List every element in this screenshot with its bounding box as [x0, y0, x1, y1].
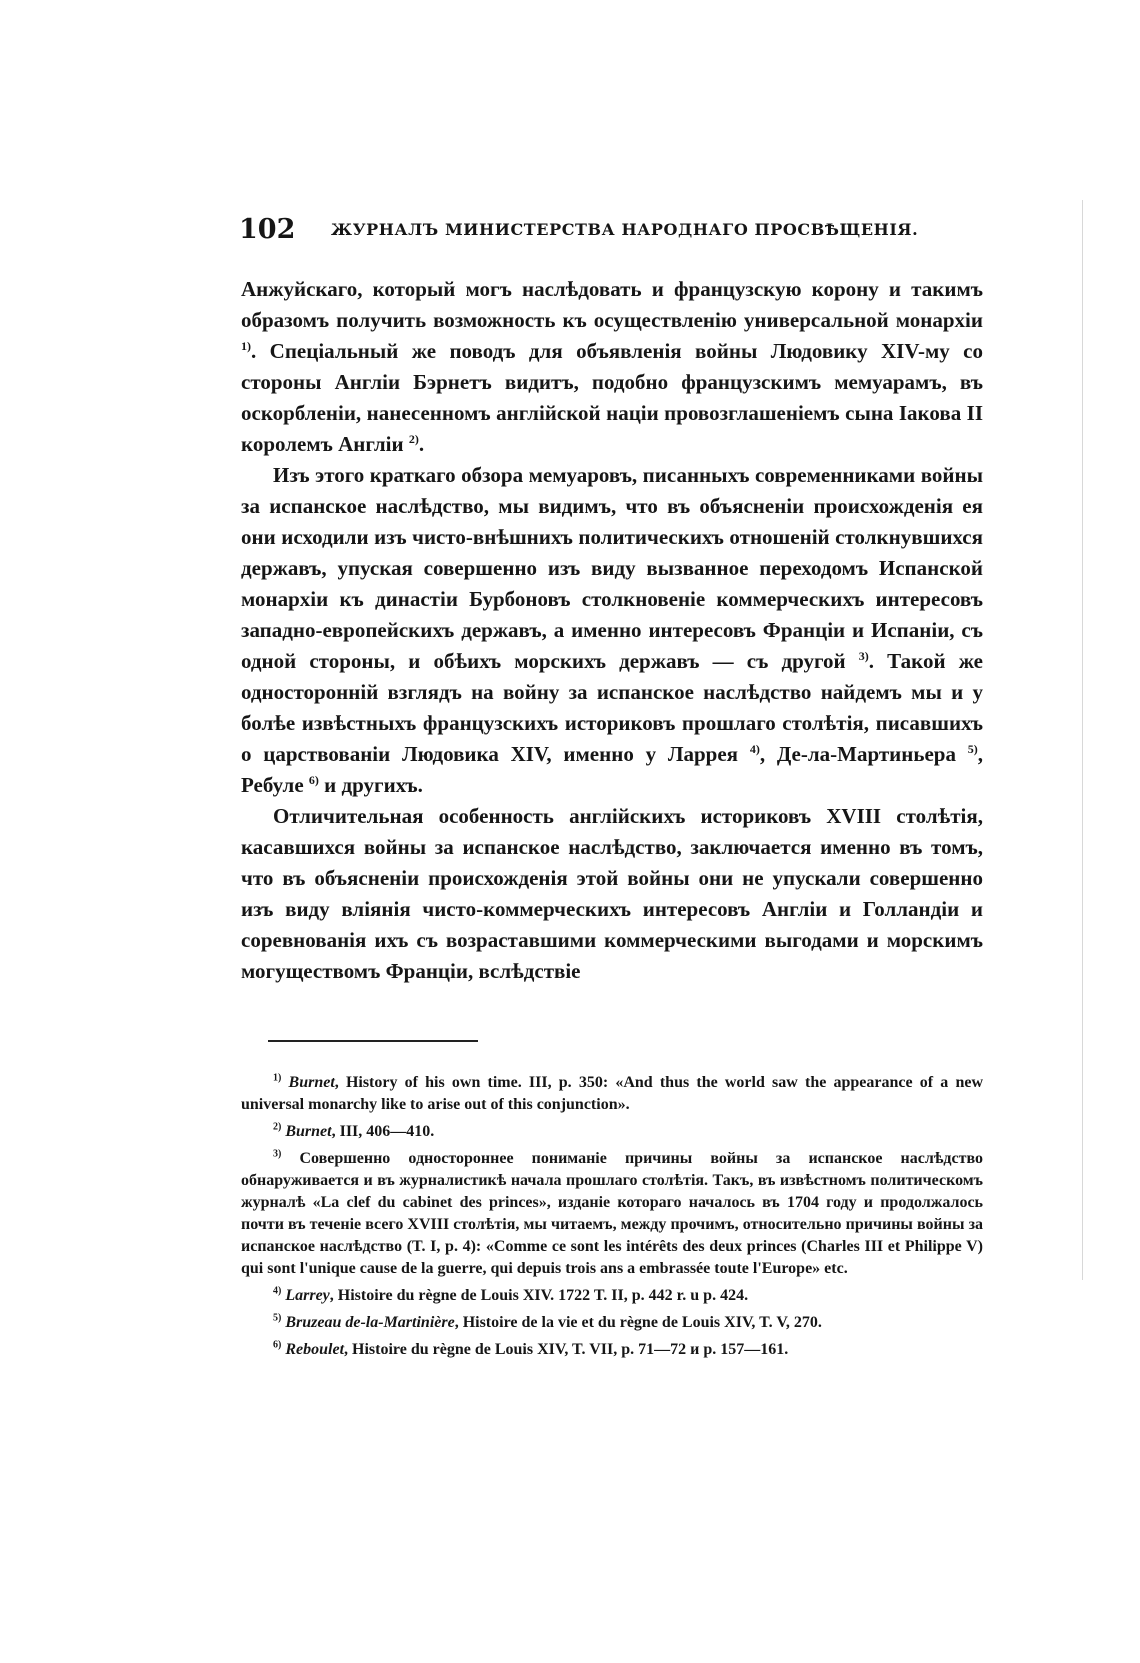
footnote-3 — [241, 1148, 983, 1280]
footnote-5-mark: 5) — [273, 1312, 282, 1324]
footnote-6 — [241, 1339, 983, 1361]
footnote-4-author: Larrey — [285, 1287, 330, 1304]
paragraph-2-text-c: , Де-ла-Мартиньера — [759, 742, 968, 766]
paragraph-2-text-a: Изъ этого краткаго обзора мемуаровъ, писанныхъ современниками войны за испанское наслѣдство, мы видимъ, что въ объясненіи происхожденія ея они исходили изъ чисто-внѣшнихъ политическихъ отношеній столкнувшихся державъ, упуская совершенно изъ виду вызванное переходомъ Испанской монархіи къ династіи Бурбоновъ столкновеніе коммерческихъ интересовъ западно-европейскихъ державъ, а именно интересовъ Франціи и Испаніи, съ одной стороны, и обѣихъ морскихъ державъ — съ другой — [241, 463, 983, 673]
footnote-2 — [241, 1121, 983, 1143]
scan-edge-line — [1082, 200, 1083, 1280]
paragraph-1 — [241, 274, 983, 460]
footnotes — [241, 1072, 983, 1366]
footnote-1-mark: 1) — [273, 1072, 282, 1084]
footnote-4-mark: 4) — [273, 1285, 282, 1297]
page-header — [239, 214, 999, 248]
footnote-ref-6: 6) — [308, 773, 319, 787]
footnote-6-author: Reboulet — [285, 1341, 345, 1358]
footnote-4-text: , Histoire du règne de Louis XIV. 1722 T. II, p. 442 r. u p. 424. — [329, 1287, 749, 1304]
footnote-4 — [241, 1285, 983, 1307]
footnote-ref-1: 1) — [241, 339, 251, 353]
footnote-ref-4: 4) — [749, 742, 760, 756]
footnote-3-text: Совершенно одностороннее пониманіе причины войны за испанское наслѣдство обнаруживается и въ журналистикѣ начала прошлаго столѣтія. Такъ, въ извѣстномъ политическомъ журналѣ «La clef du cabinet des princes», изданіе котораго началось въ 1704 году и продолжалось почти въ теченіе всего XVIII столѣтія, мы читаемъ, между прочимъ, относительно причины войны за испанское наслѣдство (T. I, p. 4): «Comme ce sont les intérêts des deux princes (Charles III et Philippe V) qui sont l'unique cause de la guerre, qui depuis trois ans a embrassée toute l'Europe» etc. — [241, 1150, 984, 1277]
footnote-3-mark: 3) — [273, 1148, 282, 1160]
paragraph-2-text-d: , Ребуле — [241, 742, 983, 797]
footnote-1 — [241, 1072, 983, 1116]
paragraph-1-text-a: Анжуйскаго, который могъ наслѣдовать и французскую корону и такимъ образомъ получить возможность къ осуществленію универсальной монархіи — [241, 277, 983, 332]
paragraph-1-text-b: . Спеціальный же поводъ для объявленія войны Людовику XIV-му со стороны Англіи Бэрнетъ видитъ, подобно французскимъ мемуарамъ, въ оскорбленіи, нанесенномъ англійской націи провозглашеніемъ сына Іакова II королемъ Англіи — [241, 339, 983, 456]
footnote-2-mark: 2) — [273, 1121, 282, 1133]
main-text — [241, 274, 983, 987]
running-title: ЖУРНАЛЪ МИНИСТЕРСТВА НАРОДНАГО ПРОСВѢЩЕНІЯ. — [331, 220, 919, 239]
footnote-ref-3: 3) — [858, 649, 869, 663]
footnote-ref-2: 2) — [408, 432, 419, 446]
footnote-1-text: , History of his own time. III, p. 350: «And thus the world saw the appearance of a new universal monarchy like to arise out of this conjunction». — [241, 1074, 983, 1113]
footnote-5-author: Bruzeau de-la-Martinière — [285, 1314, 455, 1331]
footnote-6-text: , Histoire du règne de Louis XIV, T. VII, p. 71—72 и p. 157—161. — [344, 1341, 789, 1358]
footnote-separator — [268, 1040, 478, 1042]
paragraph-3: Отличительная особенность англійскихъ историковъ XVIII столѣтія, касавшихся войны за испанское наслѣдство, заключается именно въ томъ, что въ объясненіи происхожденія этой войны они не упускали совершенно изъ виду вліянія чисто-коммерческихъ интересовъ Англіи и Голландіи и соревнованія ихъ съ возраставшими коммерческими выгодами и морскимъ могуществомъ Франціи, вслѣдствіе — [241, 804, 983, 983]
footnote-ref-5: 5) — [967, 742, 978, 756]
paragraph-2-text-b: . Такой же односторонній взглядъ на войну за испанское наслѣдство найдемъ мы и у болѣе извѣстныхъ французскихъ историковъ прошлаго столѣтія, писавшихъ о царствованіи Людовика XIV, именно у Ларрея — [241, 649, 984, 766]
footnote-5 — [241, 1312, 983, 1334]
paragraph-1-text-c: . — [418, 432, 425, 456]
paragraph-2 — [241, 460, 983, 801]
paragraph-2-text-e: и другихъ. — [318, 773, 423, 797]
footnote-5-text: , Histoire de la vie et du règne de Louis XIV, T. V, 270. — [454, 1314, 822, 1331]
footnote-1-author: Burnet — [288, 1074, 335, 1091]
footnote-2-text: , III, 406—410. — [331, 1123, 435, 1140]
footnote-6-mark: 6) — [273, 1339, 282, 1351]
footnote-2-author: Burnet — [285, 1123, 332, 1140]
page-number: 102 — [239, 214, 296, 245]
